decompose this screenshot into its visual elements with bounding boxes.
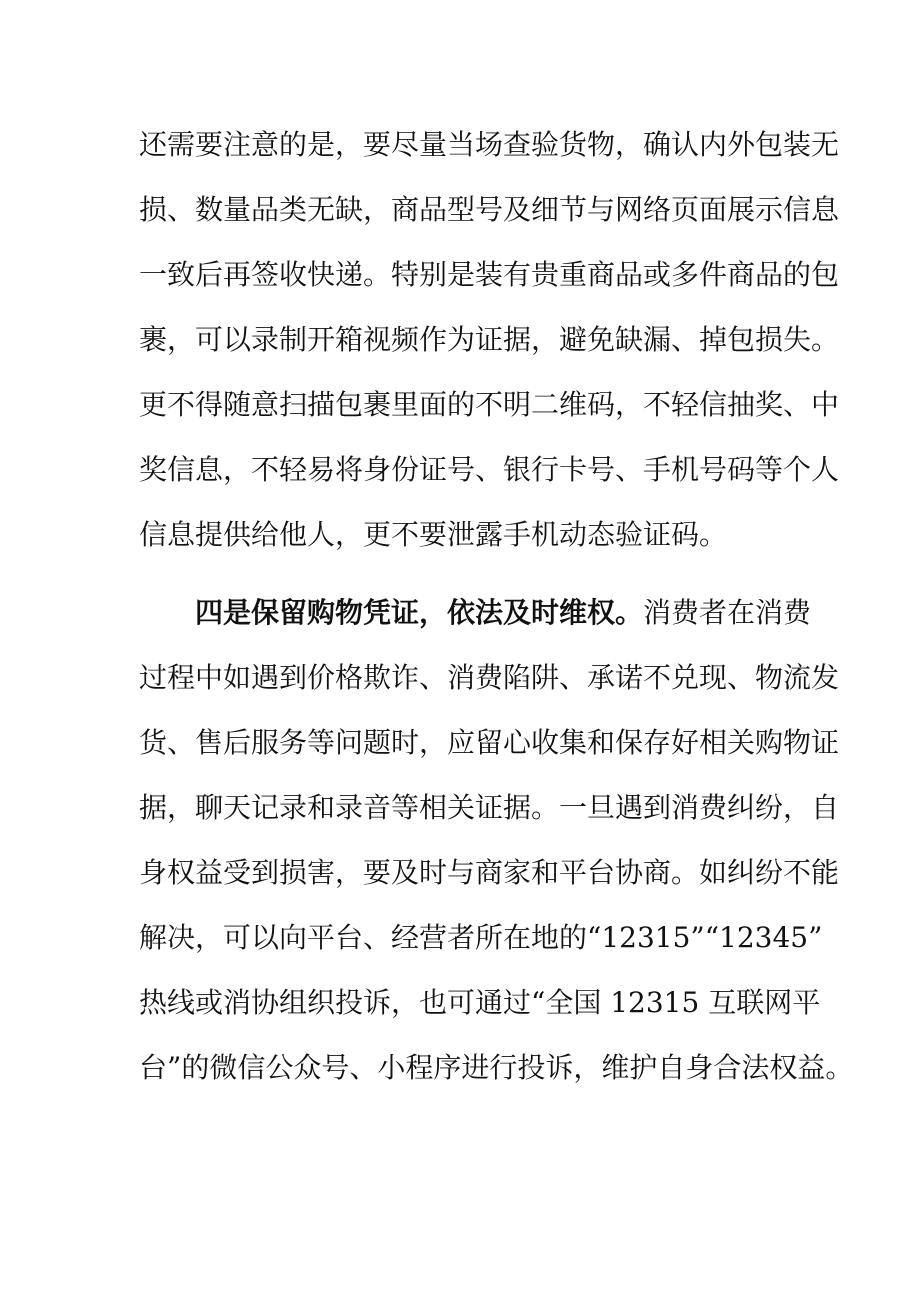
paragraph2-line-6: 解决，可以向平台、经营者所在地的“12315”“12345”	[139, 921, 823, 954]
paragraph2-line-7: 热线或消协组织投诉，也可通过“全国 12315 互联网平	[139, 986, 821, 1019]
paragraph2-line-5: 身权益受到损害，要及时与商家和平台协商。如纠纷不能	[139, 856, 840, 889]
paragraph2-line-4: 据，聊天记录和录音等相关证据。一旦遇到消费纠纷，自	[139, 791, 840, 824]
paragraph1-line-6: 奖信息，不轻易将身份证号、银行卡号、手机号码等个人	[139, 453, 840, 486]
paragraph2-line-1	[195, 590, 812, 636]
paragraph1-line-1: 还需要注意的是，要尽量当场查验货物，确认内外包装无	[139, 128, 840, 161]
paragraph1-line-2: 损、数量品类无缺，商品型号及细节与网络页面展示信息	[139, 193, 840, 226]
section-heading: 四是保留购物凭证，依法及时维权。	[195, 596, 644, 629]
paragraph2-line-8: 台”的微信公众号、小程序进行投诉，维护自身合法权益。	[139, 1051, 854, 1084]
paragraph1-line-4: 裹，可以录制开箱视频作为证据，避免缺漏、掉包损失。	[139, 323, 840, 356]
paragraph2-line-3: 货、售后服务等问题时，应留心收集和保存好相关购物证	[139, 726, 840, 759]
paragraph2-line-1-rest: 消费者在消费	[643, 596, 812, 629]
paragraph1-line-5: 更不得随意扫描包裹里面的不明二维码，不轻信抽奖、中	[139, 388, 840, 421]
paragraph2-line-2: 过程中如遇到价格欺诈、消费陷阱、承诺不兑现、物流发	[139, 661, 840, 694]
paragraph1-line-3: 一致后再签收快递。特别是装有贵重商品或多件商品的包	[139, 258, 840, 291]
paragraph1-line-7: 信息提供给他人，更不要泄露手机动态验证码。	[139, 518, 728, 551]
